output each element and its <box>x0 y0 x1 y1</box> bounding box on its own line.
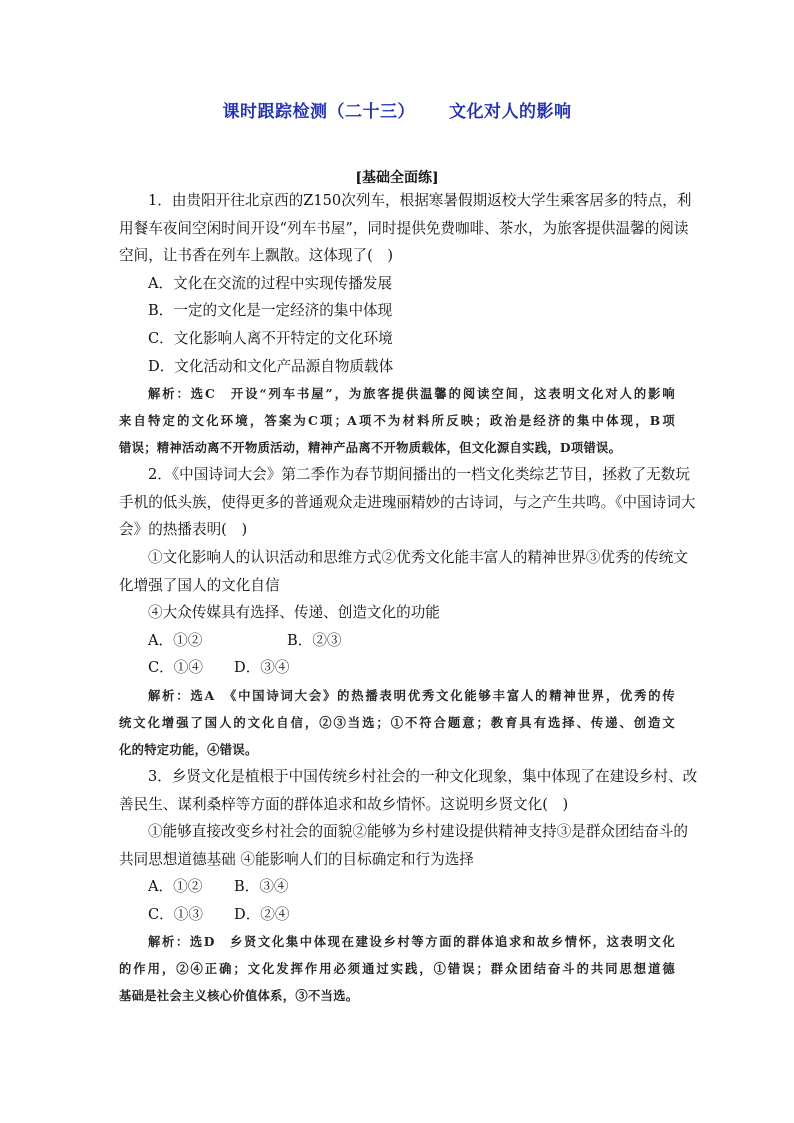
q2-line-1: 2．《中国诗词大会》第二季作为春节期间播出的一档文化类综艺节目，拯救了无数玩 <box>148 466 690 484</box>
q1-line-2: 用餐车夜间空闲时间开设“列车书屋”，同时提供免费咖啡、茶水，为旅客提供温馨的阅读 <box>119 219 689 237</box>
q2-option-d: D．③④ <box>234 659 290 677</box>
q2-options-row-2 <box>119 654 675 682</box>
q2-option-b: B．②③ <box>287 631 342 649</box>
q1-analysis-2: 来自特定的文化环境，答案为C项；A项不为材料所反映；政治是经济的集中体现，B项 <box>119 413 675 429</box>
q1-analysis-3: 错误；精神活动离不开物质活动，精神产品离不开物质载体，但文化源自实践，D项错误。 <box>119 440 622 456</box>
q3-analysis-2: 的作用，②④正确；文化发挥作用必须通过实践，①错误；群众团结奋斗的共同思想道德 <box>119 961 675 977</box>
q1-option-c: C．文化影响人离不开特定的文化环境 <box>148 329 393 347</box>
q3-statement-2: 共同思想道德基础 ④能影响人们的目标确定和行为选择 <box>119 850 474 868</box>
q2-option-a: A．①② <box>148 631 203 649</box>
title-left: 课时跟踪检测（二十三） <box>222 102 415 122</box>
q1-analysis-1: 解析：选C 开设“列车书屋”，为旅客提供温馨的阅读空间，这表明文化对人的影响 <box>148 386 675 402</box>
title-right: 文化对人的影响 <box>449 102 572 122</box>
q1-option-a: A．文化在交流的过程中实现传播发展 <box>148 274 393 292</box>
question-content <box>119 187 698 1009</box>
q2-option-c: C．①④ <box>148 659 203 677</box>
q3-options-row-1 <box>119 873 675 901</box>
q1-option-b: B．一定的文化是一定经济的集中体现 <box>148 302 393 320</box>
q3-statement-1: ①能够直接改变乡村社会的面貌②能够为乡村建设提供精神支持③是群众团结奋斗的 <box>148 823 688 841</box>
section-heading: [基础全面练] <box>355 170 439 186</box>
q2-statement-2: 化增强了国人的文化自信 <box>119 576 280 594</box>
q3-option-b: B．③④ <box>234 878 289 896</box>
q2-line-2: 手机的低头族，使得更多的普通观众走进瑰丽精妙的古诗词，与之产生共鸣。《中国诗词大 <box>119 493 696 511</box>
q3-analysis-1: 解析：选D 乡贤文化集中体现在建设乡村等方面的群体追求和故乡情怀，这表明文化 <box>148 934 675 950</box>
q2-line-3: 会》的热播表明( ) <box>119 521 248 539</box>
q2-statement-1: ①文化影响人的认识活动和思维方式②优秀文化能丰富人的精神世界③优秀的传统文 <box>148 548 688 566</box>
q3-line-2: 善民生、谋利桑梓等方面的群体追求和故乡情怀。这说明乡贤文化( ) <box>119 795 569 813</box>
q3-option-d: D．②④ <box>234 905 290 923</box>
q1-line-1: 1．由贵阳开往北京西的Z150次列车，根据寒暑假期返校大学生乘客居多的特点，利 <box>148 192 692 209</box>
q2-analysis-2: 统文化增强了国人的文化自信，②③当选；①不符合题意；教育具有选择、传递、创造文 <box>119 714 675 730</box>
q3-analysis-3: 基础是社会主义核心价值体系，③不当选。 <box>119 988 359 1004</box>
q3-option-c: C．①③ <box>148 905 203 923</box>
q3-options-row-2 <box>119 901 675 929</box>
q3-line-1: 3．乡贤文化是植根于中国传统乡村社会的一种文化现象，集中体现了在建设乡村、改 <box>148 767 698 785</box>
page-title <box>0 97 794 122</box>
q3-option-a: A．①② <box>148 878 203 896</box>
q2-options-row-1 <box>119 627 675 655</box>
q1-option-d: D．文化活动和文化产品源自物质载体 <box>148 357 394 375</box>
q2-statement-3: ④大众传媒具有选择、传递、创造文化的功能 <box>148 604 440 622</box>
q2-analysis-3: 化的特定功能，④错误。 <box>119 741 258 757</box>
q1-line-3: 空间，让书香在列车上飘散。这体现了( ) <box>119 247 394 265</box>
q2-analysis-1: 解析：选A 《中国诗词大会》的热播表明优秀文化能够丰富人的精神世界，优秀的传 <box>148 687 675 703</box>
